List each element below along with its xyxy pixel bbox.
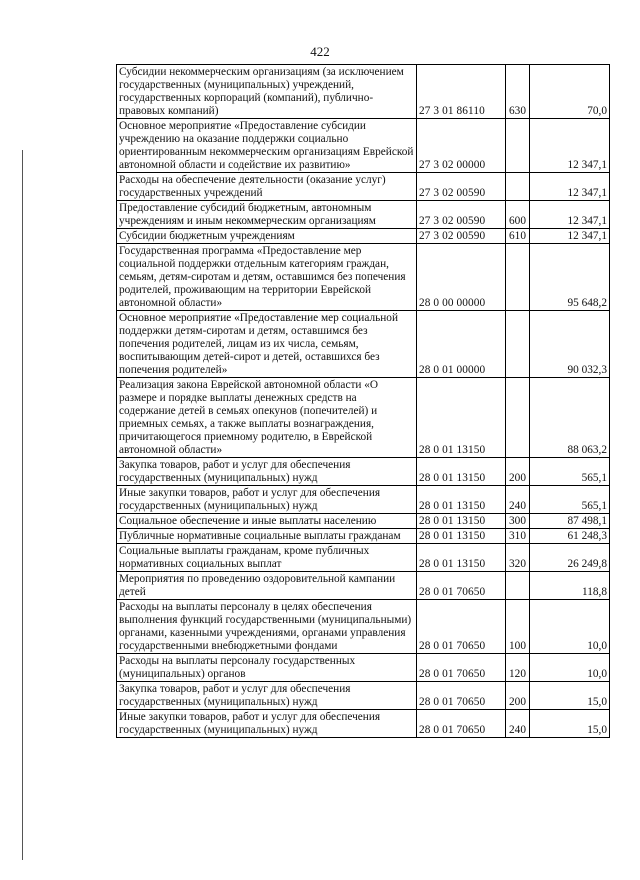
row-name-cell: Государственная программа «Предоставление мер социальной поддержки отдельным категориям граждан, семьям, детям-сиротам и детям, оставшимся без попечения родителей, проживающим на территории Еврейской автономной области» [117, 244, 417, 311]
row-code-cell: 28 0 01 00000 [417, 311, 506, 378]
row-name-cell: Социальное обеспечение и иные выплаты населению [117, 514, 417, 529]
budget-table [116, 64, 610, 738]
row-expense-type-cell: 200 [506, 458, 530, 486]
row-code-cell: 28 0 01 13150 [417, 544, 506, 572]
row-amount-cell: 70,0 [530, 65, 610, 119]
row-name-cell: Основное мероприятие «Предоставление мер социальной поддержки детям-сиротам и детям, оставшимся без попечения родителей, лицам из их числа, семьям, воспитывающим детей-сирот и детей, оставшихся без попечения родителей» [117, 311, 417, 378]
row-code-cell: 28 0 01 13150 [417, 378, 506, 458]
row-amount-cell: 12 347,1 [530, 229, 610, 244]
table-row [117, 65, 610, 119]
row-code-cell: 28 0 01 13150 [417, 486, 506, 514]
table-row [117, 544, 610, 572]
row-code-cell: 28 0 01 70650 [417, 710, 506, 738]
row-expense-type-cell: 100 [506, 600, 530, 654]
row-expense-type-cell: 310 [506, 529, 530, 544]
table-row [117, 682, 610, 710]
row-amount-cell: 87 498,1 [530, 514, 610, 529]
row-amount-cell: 12 347,1 [530, 173, 610, 201]
row-name-cell: Основное мероприятие «Предоставление субсидии учреждению на оказание поддержки социально ориентированным некоммерческим организациям Еврейской автономной области и содействие их развитию» [117, 119, 417, 173]
row-name-cell: Реализация закона Еврейской автономной области «О размере и порядке выплаты денежных средств на содержание детей в семьях опекунов (попечителей) и приемных семьях, а также выплаты вознаграждения, причитающегося приемному родителю, в Еврейской автономной области» [117, 378, 417, 458]
row-name-cell: Расходы на выплаты персоналу государственных (муниципальных) органов [117, 654, 417, 682]
row-name-cell: Закупка товаров, работ и услуг для обеспечения государственных (муниципальных) нужд [117, 682, 417, 710]
binding-line [22, 150, 23, 860]
row-expense-type-cell: 630 [506, 65, 530, 119]
row-expense-type-cell [506, 119, 530, 173]
table-row [117, 173, 610, 201]
row-expense-type-cell [506, 311, 530, 378]
table-row [117, 229, 610, 244]
row-code-cell: 27 3 02 00000 [417, 119, 506, 173]
row-expense-type-cell: 120 [506, 654, 530, 682]
row-expense-type-cell: 240 [506, 710, 530, 738]
row-code-cell: 27 3 01 86110 [417, 65, 506, 119]
row-amount-cell: 12 347,1 [530, 201, 610, 229]
row-code-cell: 27 3 02 00590 [417, 201, 506, 229]
row-code-cell: 27 3 02 00590 [417, 229, 506, 244]
row-name-cell: Субсидии некоммерческим организациям (за исключением государственных (муниципальных) учреждений, государственных корпораций (компаний), публично-правовых компаний) [117, 65, 417, 119]
page-number: 422 [310, 44, 330, 59]
row-amount-cell: 90 032,3 [530, 311, 610, 378]
row-expense-type-cell: 300 [506, 514, 530, 529]
row-name-cell: Публичные нормативные социальные выплаты гражданам [117, 529, 417, 544]
row-name-cell: Расходы на обеспечение деятельности (оказание услуг) государственных учреждений [117, 173, 417, 201]
budget-table-body [117, 65, 610, 738]
row-expense-type-cell: 610 [506, 229, 530, 244]
row-expense-type-cell [506, 572, 530, 600]
row-amount-cell: 26 249,8 [530, 544, 610, 572]
row-code-cell: 28 0 01 70650 [417, 654, 506, 682]
row-expense-type-cell [506, 173, 530, 201]
row-name-cell: Мероприятия по проведению оздоровительной кампании детей [117, 572, 417, 600]
row-code-cell: 28 0 01 70650 [417, 572, 506, 600]
row-code-cell: 28 0 01 70650 [417, 682, 506, 710]
row-expense-type-cell [506, 378, 530, 458]
row-amount-cell: 118,8 [530, 572, 610, 600]
row-expense-type-cell: 200 [506, 682, 530, 710]
table-row [117, 311, 610, 378]
row-name-cell: Закупка товаров, работ и услуг для обеспечения государственных (муниципальных) нужд [117, 458, 417, 486]
row-amount-cell: 88 063,2 [530, 378, 610, 458]
table-row [117, 529, 610, 544]
row-code-cell: 28 0 01 13150 [417, 458, 506, 486]
row-expense-type-cell: 600 [506, 201, 530, 229]
row-name-cell: Иные закупки товаров, работ и услуг для обеспечения государственных (муниципальных) нужд [117, 486, 417, 514]
row-amount-cell: 10,0 [530, 654, 610, 682]
row-expense-type-cell: 320 [506, 544, 530, 572]
table-row [117, 600, 610, 654]
row-amount-cell: 15,0 [530, 682, 610, 710]
row-name-cell: Иные закупки товаров, работ и услуг для обеспечения государственных (муниципальных) нужд [117, 710, 417, 738]
row-code-cell: 28 0 01 13150 [417, 529, 506, 544]
table-row [117, 710, 610, 738]
row-amount-cell: 565,1 [530, 458, 610, 486]
row-code-cell: 27 3 02 00590 [417, 173, 506, 201]
row-amount-cell: 565,1 [530, 486, 610, 514]
row-name-cell: Субсидии бюджетным учреждениям [117, 229, 417, 244]
row-amount-cell: 12 347,1 [530, 119, 610, 173]
row-expense-type-cell: 240 [506, 486, 530, 514]
row-code-cell: 28 0 00 00000 [417, 244, 506, 311]
row-name-cell: Предоставление субсидий бюджетным, автономным учреждениям и иным некоммерческим организациям [117, 201, 417, 229]
table-row [117, 486, 610, 514]
table-row [117, 201, 610, 229]
table-row [117, 458, 610, 486]
row-amount-cell: 95 648,2 [530, 244, 610, 311]
row-name-cell: Расходы на выплаты персоналу в целях обеспечения выполнения функций государственными (муниципальными) органами, казенными учреждениями, органами управления государственными внебюджетными фондами [117, 600, 417, 654]
row-code-cell: 28 0 01 13150 [417, 514, 506, 529]
table-row [117, 572, 610, 600]
table-row [117, 378, 610, 458]
row-name-cell: Социальные выплаты гражданам, кроме публичных нормативных социальных выплат [117, 544, 417, 572]
row-code-cell: 28 0 01 70650 [417, 600, 506, 654]
row-amount-cell: 10,0 [530, 600, 610, 654]
row-expense-type-cell [506, 244, 530, 311]
row-amount-cell: 15,0 [530, 710, 610, 738]
row-amount-cell: 61 248,3 [530, 529, 610, 544]
table-row [117, 514, 610, 529]
table-row [117, 244, 610, 311]
table-row [117, 119, 610, 173]
table-row [117, 654, 610, 682]
